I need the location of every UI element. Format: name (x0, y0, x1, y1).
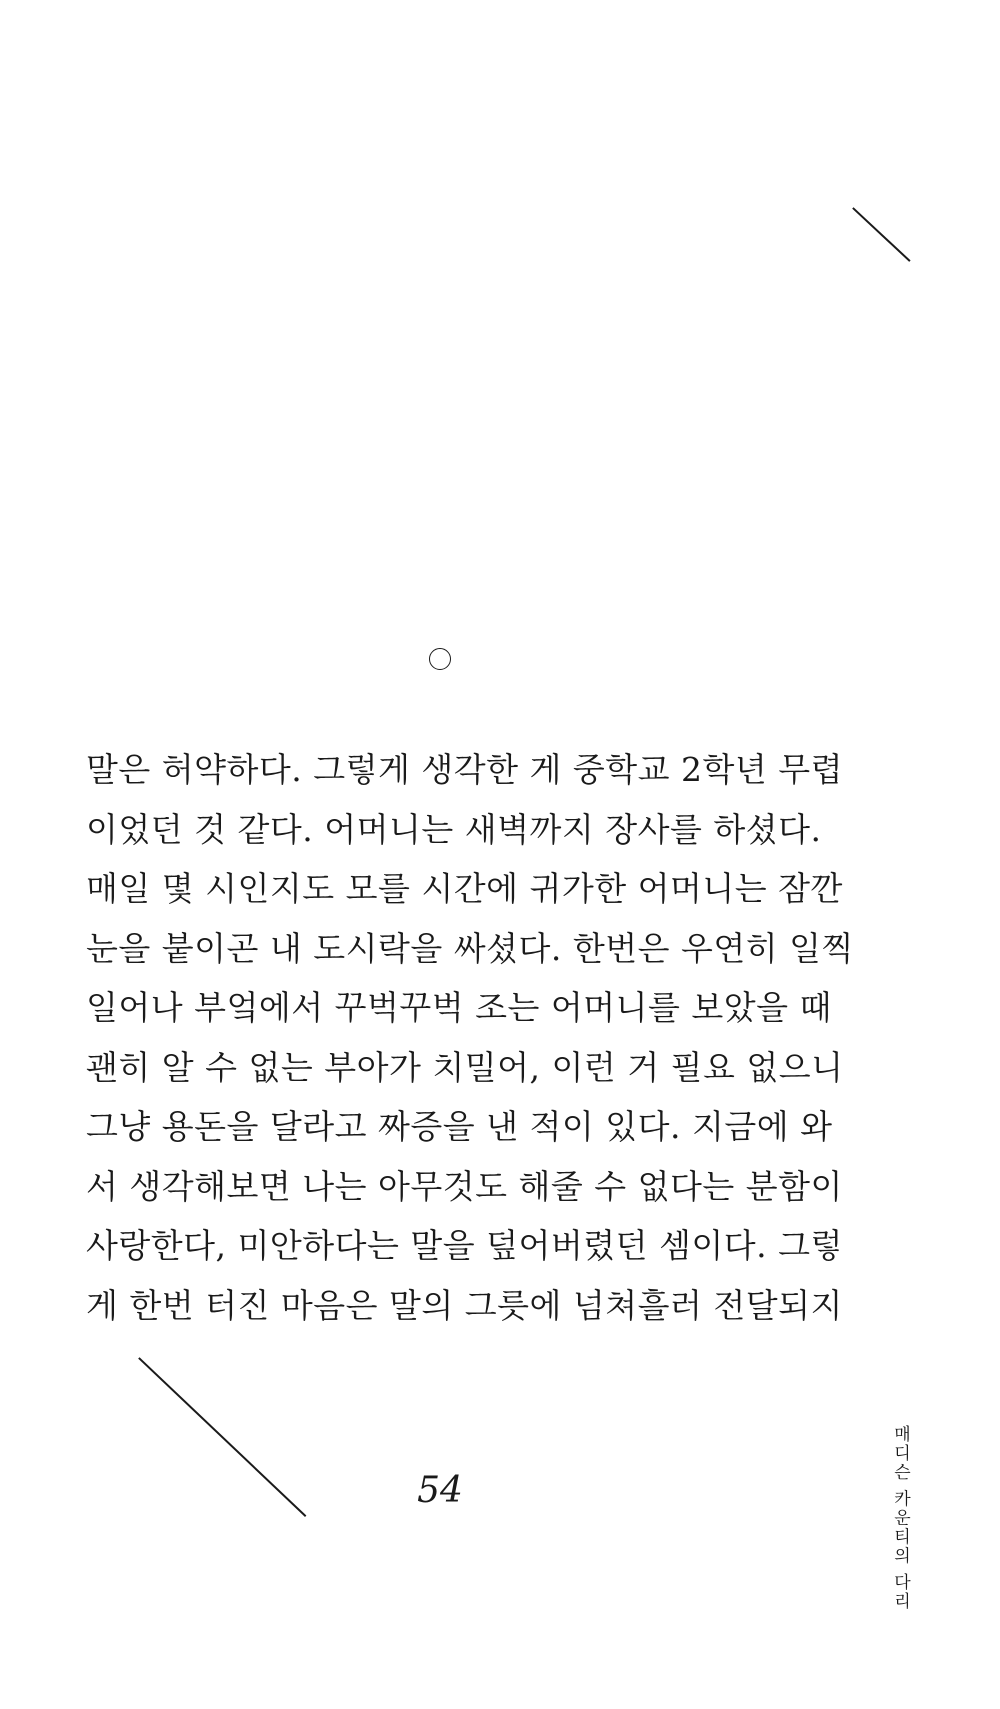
body-line: 말은 허약하다. 그렇게 생각한 게 중학교 2학년 무렵 (86, 750, 843, 789)
body-line: 서 생각해보면 나는 아무것도 해줄 수 없다는 분함이 (86, 1166, 843, 1206)
body-line: 이었던 것 같다. 어머니는 새벽까지 장사를 하셨다. (86, 809, 822, 849)
body-line: 사랑한다, 미안하다는 말을 덮어버렸던 셈이다. 그렇 (86, 1226, 843, 1265)
body-line: 일어나 부엌에서 꾸벅꾸벅 조는 어머니를 보았을 때 (86, 988, 832, 1027)
decorative-diagonal-line-top (852, 207, 910, 261)
body-line: 매일 몇 시인지도 모를 시간에 귀가한 어머니는 잠깐 (86, 869, 843, 908)
decorative-diagonal-line-bottom (138, 1357, 306, 1516)
running-title: 매디슨 카운티의 다리 (890, 1425, 910, 1611)
body-line: 게 한번 터진 마음은 말의 그릇에 넘쳐흘러 전달되지 (86, 1285, 843, 1325)
body-line: 그냥 용돈을 달라고 짜증을 낸 적이 있다. 지금에 와 (86, 1107, 833, 1146)
body-line: 괜히 알 수 없는 부아가 치밀어, 이런 거 필요 없으니 (86, 1047, 844, 1087)
section-break-circle-icon (429, 648, 451, 670)
page-number: 54 (417, 1470, 463, 1511)
body-line: 눈을 붙이곤 내 도시락을 싸셨다. 한번은 우연히 일찍 (86, 928, 854, 968)
body-paragraph (86, 740, 854, 1335)
